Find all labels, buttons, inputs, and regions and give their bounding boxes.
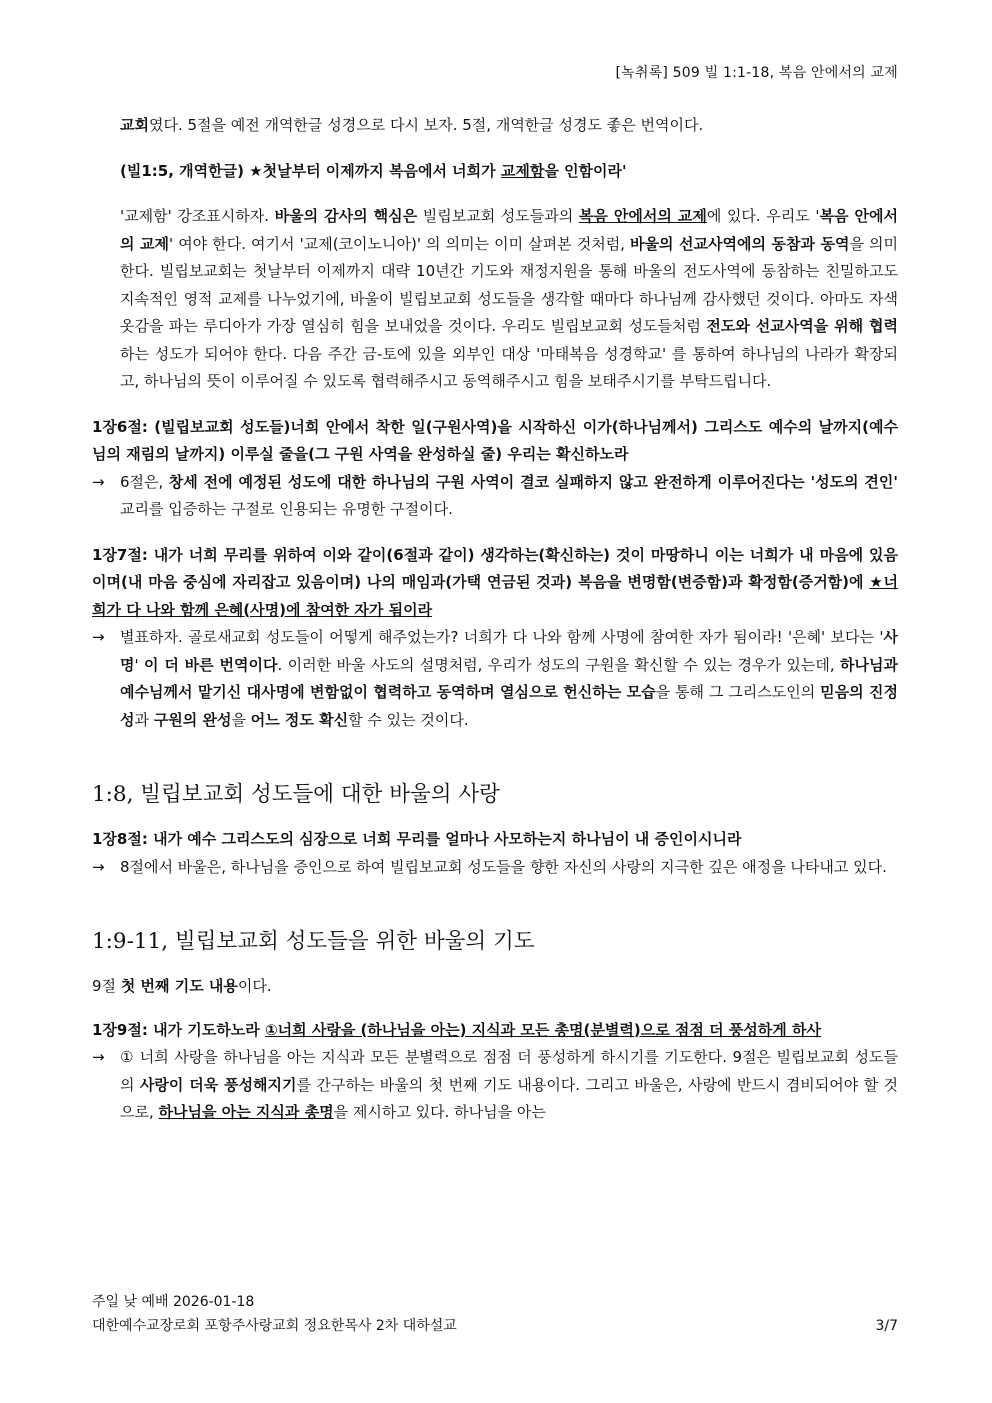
footer-service-date: 주일 낮 예배 2026-01-18 (92, 1294, 255, 1310)
text: 에 있다. 우리도 ' (706, 207, 820, 225)
page-header: [녹취록] 509 빌 1:1-18, 복음 안에서의 교제 (615, 65, 898, 81)
text: 교리를 입증하는 구절로 인용되는 유명한 구절이다. (120, 500, 453, 518)
bold-text: 하나님과 예수님께서 맡기신 대사명에 변함없이 협력하고 동역하며 열심으로 헌신하는 모습 (120, 655, 898, 701)
arrow-icon: → (92, 857, 105, 876)
section-heading-1-9-11: 1:9-11, 빌립보교회 성도들을 위한 바울의 기도 (92, 929, 535, 954)
text: 을 통해 그 그리스도인의 (655, 683, 821, 701)
bold-text: 어느 정도 확신 (250, 710, 349, 729)
bold-text: 첫 번째 기도 내용 (120, 977, 238, 995)
quote-phil-1-5 (92, 158, 898, 186)
text: 할 수 있는 것이다. (348, 710, 469, 729)
footer-church-info: 대한예수교장로회 포항주사랑교회 정요한목사 2차 대하설교 (92, 1318, 457, 1334)
page-content (92, 112, 898, 1127)
bold-text: 믿음의 진정성 (120, 683, 898, 729)
paragraph-first-prayer (92, 973, 898, 1001)
bold-text: 창세 전에 예정된 성도에 대한 하나님의 구원 사역이 결코 실패하지 않고 완전하게 이루어진다는 '성도의 견인' (168, 472, 898, 491)
text: 9절 (92, 977, 121, 995)
verse-1-6: 1장6절: (빌립보교회 성도들)너희 안에서 착한 일(구원사역)을 시작하신 이가(하나님께서) 그리스도 예수의 날까지(예수님의 재림의 날까지) 이루실 줄을(그 구원 사역을 완성하실 줄) 우리는 확신하노라 (92, 417, 898, 463)
bold-text: 을 인함이라' (544, 161, 627, 180)
text: 을 제시하고 있다. 하나님을 아는 (333, 1103, 546, 1121)
paragraph-fellowship (92, 203, 898, 396)
text: 6절은, (120, 472, 169, 491)
page-footer (92, 1290, 898, 1338)
arrow-icon: → (92, 1048, 105, 1066)
underlined-text: 복음 안에서의 교제 (578, 207, 707, 225)
text: 8절에서 바울은, 하나님을 증인으로 하여 빌립보교회 성도들을 향한 자신의 사랑의 지극한 깊은 애정을 나타내고 있다. (120, 857, 887, 876)
text: ' (134, 655, 145, 674)
text: 을 (231, 710, 251, 729)
underlined-text: 하나님을 아는 지식과 총명 (158, 1103, 334, 1121)
underlined-text: ①너희 사랑을 (하나님을 아는) 지식과 모든 총명(분별력)으로 점점 더 풍성하게 하사 (264, 1020, 821, 1039)
text: 별표하자. 골로새교회 성도들이 어떻게 해주었는가? 너희가 다 나와 함께 사명에 참여한 자가 됨이라! '은혜' 보다는 ' (120, 628, 884, 646)
bold-text: 이 더 바른 번역이다 (144, 655, 278, 674)
note-verse-8 (92, 854, 898, 882)
text: 를 간구하는 바울의 첫 번째 기도 내용이다. 그리고 바울은, 사랑에 반드시 겸비되어야 할 것으로, (120, 1075, 898, 1121)
section-heading-1-8: 1:8, 빌립보교회 성도들에 대한 바울의 사랑 (92, 782, 500, 807)
text: 하는 성도가 되어야 한다. 다음 주간 금-토에 있을 외부인 대상 '마태복음 성경학교' 를 통하여 하나님의 나라가 확장되고, 하나님의 뜻이 이루어질 수 있도록 협력해주시고 동역해주시고 힘을 보태주시기를 부탁드립니다. (120, 344, 898, 390)
text: 1장7절: 내가 너희 무리를 위하여 이와 같이(6절과 같이) 생각하는(확신하는) 것이 마땅하니 이는 너희가 내 마음에 있음이며(내 마음 중심에 자리잡고 있음이며) 나의 매임과(가택 연금된 것과) 복음을 변명함(변증함)과 확정함(증거함)에 (92, 545, 898, 591)
bold-text: 전도와 선교사역을 위해 협력 (706, 317, 898, 335)
bold-text: 교회 (120, 116, 149, 134)
text: ' 여야 한다. 여기서 '교제(코이노니아)' 의 의미는 이미 살펴본 것처럼, (169, 234, 631, 253)
text: 이다. (237, 977, 272, 995)
note-verse-9 (92, 1044, 898, 1127)
text: 1장9절: 내가 기도하노라 (92, 1020, 265, 1039)
verse-1-8: 1장8절: 내가 예수 그리스도의 심장으로 너희 무리를 얼마나 사모하는지 하나님이 내 증인이시니라 (92, 830, 742, 848)
arrow-icon: → (92, 472, 105, 491)
verse-1-7 (92, 542, 898, 625)
page-number: 3/7 (875, 1318, 898, 1334)
text: 을 의미한다. 빌립보교회는 첫날부터 이제까지 대략 10년간 기도와 재정지원을 통해 바울의 전도사역에 동참하는 친밀하고도 지속적인 영적 교제를 나누었기에, 바울이 빌립보교회 성도들을 생각할 때마다 하나님께 감사했던 것이다. 아마도 자색 옷감을 파는 루디아가 가장 열심히 힘을 보내었을 것이다. 우리도 빌립보교회 성도들처럼 (120, 234, 898, 335)
text: . 이러한 바울 사도의 설명처럼, 우리가 성도의 구원을 확신할 수 있는 경우가 있는데, (277, 655, 841, 674)
bold-text: 구원의 완성 (153, 710, 232, 729)
text: 과 (134, 710, 154, 729)
underlined-text: 교제함 (500, 161, 545, 180)
verse-1-9 (92, 1017, 898, 1045)
note-verse-7 (92, 624, 898, 734)
bold-text: 바울의 선교사역에의 동참과 동역 (630, 234, 850, 253)
bold-text: 바울의 감사의 핵심은 (274, 207, 418, 225)
bold-text: (빌1:5, 개역한글) ★첫날부터 이제까지 복음에서 너희가 (120, 161, 501, 180)
bold-text: 복음 안에서의 교제 (120, 207, 898, 253)
note-verse-6 (92, 469, 898, 524)
bold-text: 사명 (120, 628, 898, 674)
bold-text: 사랑이 더욱 풍성해지기 (139, 1075, 297, 1094)
underlined-text: ★너희가 다 나와 함께 은혜(사명)에 참여한 자가 됨이라 (92, 573, 898, 619)
text: 였다. 5절을 예전 개역한글 성경으로 다시 보자. 5절, 개역한글 성경도 좋은 번역이다. (148, 116, 704, 134)
arrow-icon: → (92, 628, 105, 646)
paragraph-intro (92, 112, 898, 140)
text: 빌립보교회 성도들과의 (417, 207, 579, 225)
text: ① 너희 사랑을 하나님을 아는 지식과 모든 분별력으로 점점 더 풍성하게 하시기를 기도한다. 9절은 빌립보교회 성도들의 (120, 1048, 898, 1094)
text: '교제함' 강조표시하자. (120, 207, 275, 225)
